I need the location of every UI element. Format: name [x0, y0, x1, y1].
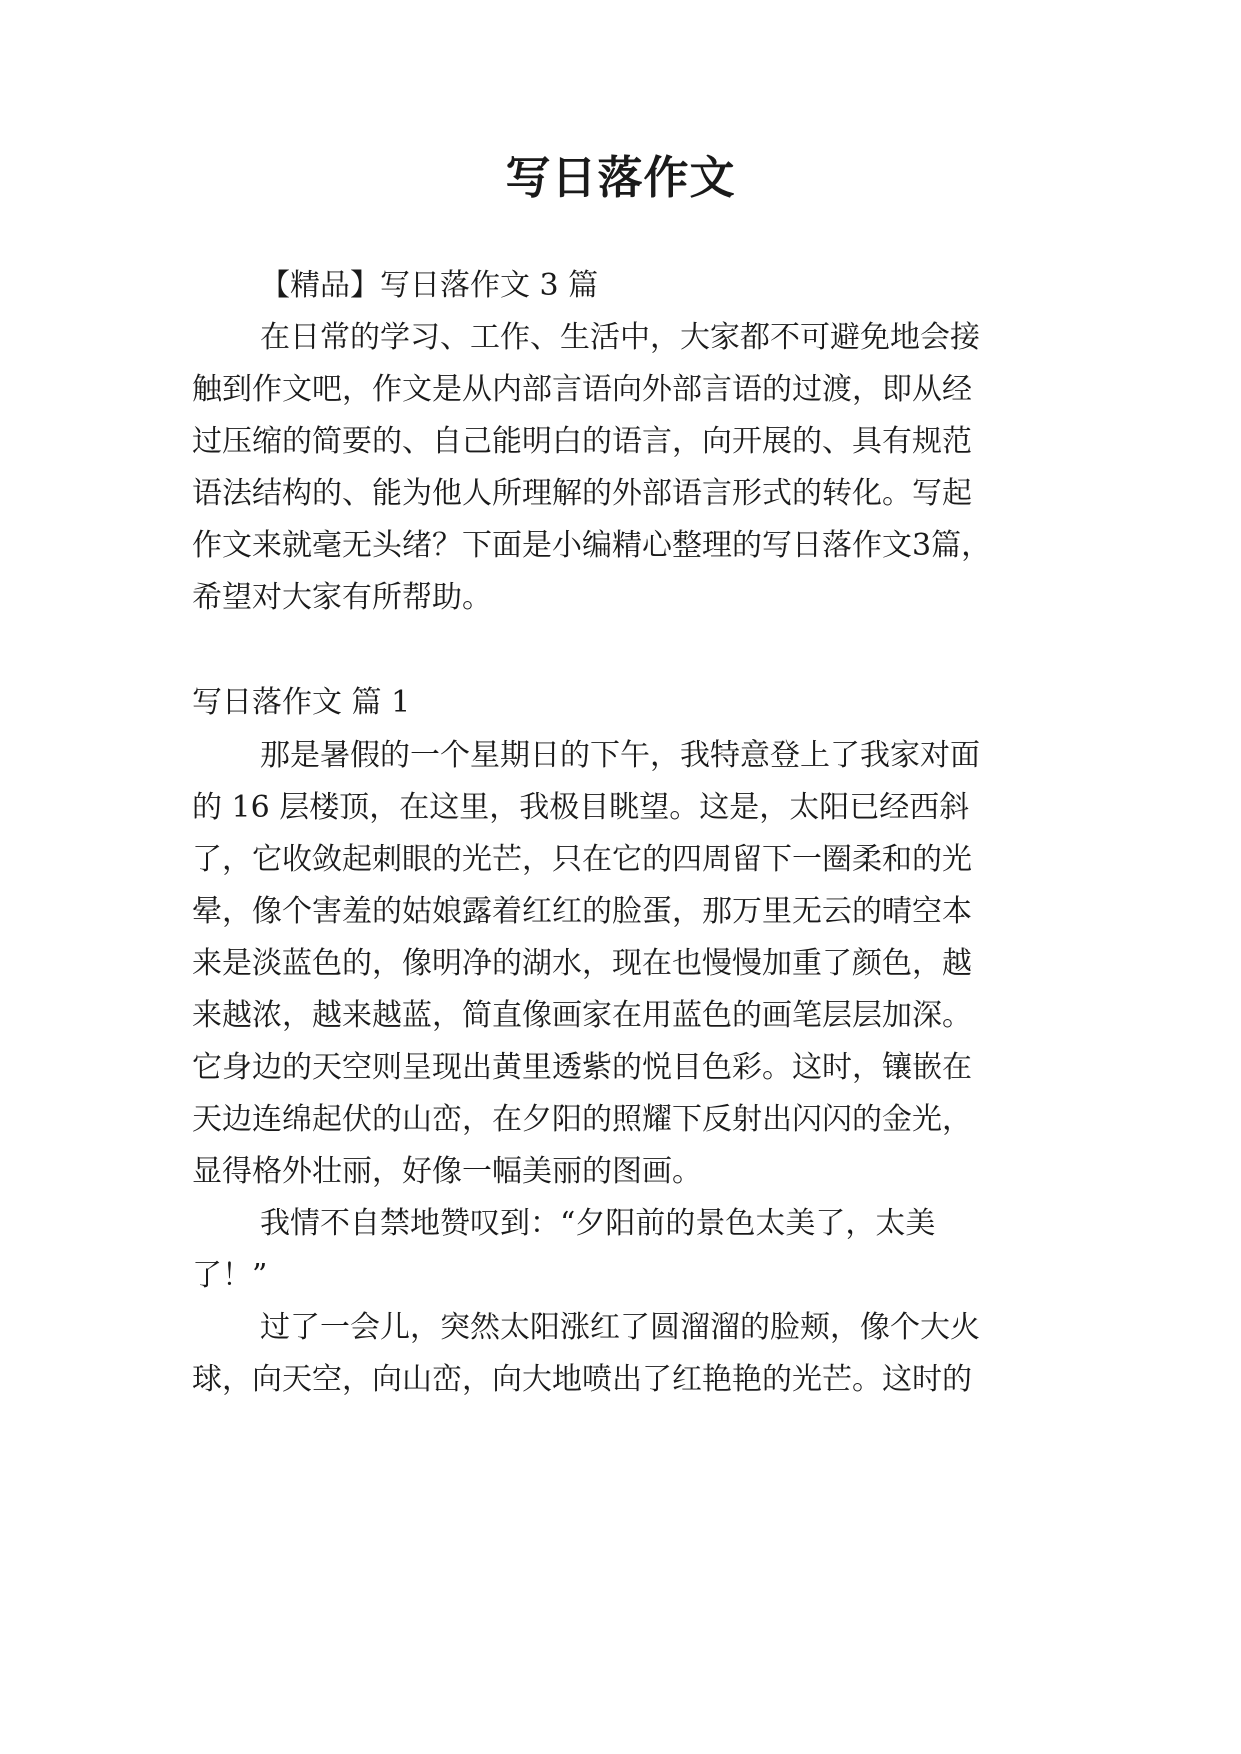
section-line-12: 过了一会儿，突然太阳涨红了圆溜溜的脸颊，像个大火 — [260, 1310, 980, 1345]
section-line-13: 球，向天空，向山峦，向大地喷出了红艳艳的光芒。这时的 — [192, 1362, 972, 1397]
section-line-8: 天边连绵起伏的山峦，在夕阳的照耀下反射出闪闪的金光， — [192, 1102, 972, 1137]
intro-line-5: 作文来就毫无头绪？下面是小编精心整理的写日落作文3篇， — [192, 528, 992, 563]
section-line-2: 的 16 层楼顶，在这里，我极目眺望。这是，太阳已经西斜 — [192, 790, 970, 825]
section-heading: 写日落作文 篇 1 — [192, 685, 411, 720]
document-title: 写日落作文 — [505, 151, 736, 204]
intro-line-2: 触到作文吧，作文是从内部言语向外部言语的过渡，即从经 — [192, 372, 972, 407]
section-line-4: 晕，像个害羞的姑娘露着红红的脸蛋，那万里无云的晴空本 — [192, 894, 972, 929]
section-line-6: 来越浓，越来越蓝，简直像画家在用蓝色的画笔层层加深。 — [192, 998, 972, 1033]
section-line-5: 来是淡蓝色的，像明净的湖水，现在也慢慢加重了颜色，越 — [192, 946, 972, 981]
section-line-9: 显得格外壮丽，好像一幅美丽的图画。 — [192, 1154, 702, 1189]
section-line-3: 了，它收敛起刺眼的光芒，只在它的四周留下一圈柔和的光 — [192, 842, 972, 877]
subtitle-line: 【精品】写日落作文 3 篇 — [260, 268, 599, 303]
intro-line-3: 过压缩的简要的、自己能明白的语言，向开展的、具有规范 — [192, 424, 972, 459]
intro-line-1: 在日常的学习、工作、生活中，大家都不可避免地会接 — [260, 320, 980, 355]
section-line-10: 我情不自禁地赞叹到：“夕阳前的景色太美了，太美 — [260, 1206, 936, 1241]
intro-line-4: 语法结构的、能为他人所理解的外部语言形式的转化。写起 — [192, 476, 972, 511]
section-line-11: 了！” — [192, 1258, 268, 1293]
section-line-1: 那是暑假的一个星期日的下午，我特意登上了我家对面 — [260, 738, 980, 773]
intro-line-6: 希望对大家有所帮助。 — [192, 580, 492, 615]
section-line-7: 它身边的天空则呈现出黄里透紫的悦目色彩。这时，镶嵌在 — [192, 1050, 972, 1085]
